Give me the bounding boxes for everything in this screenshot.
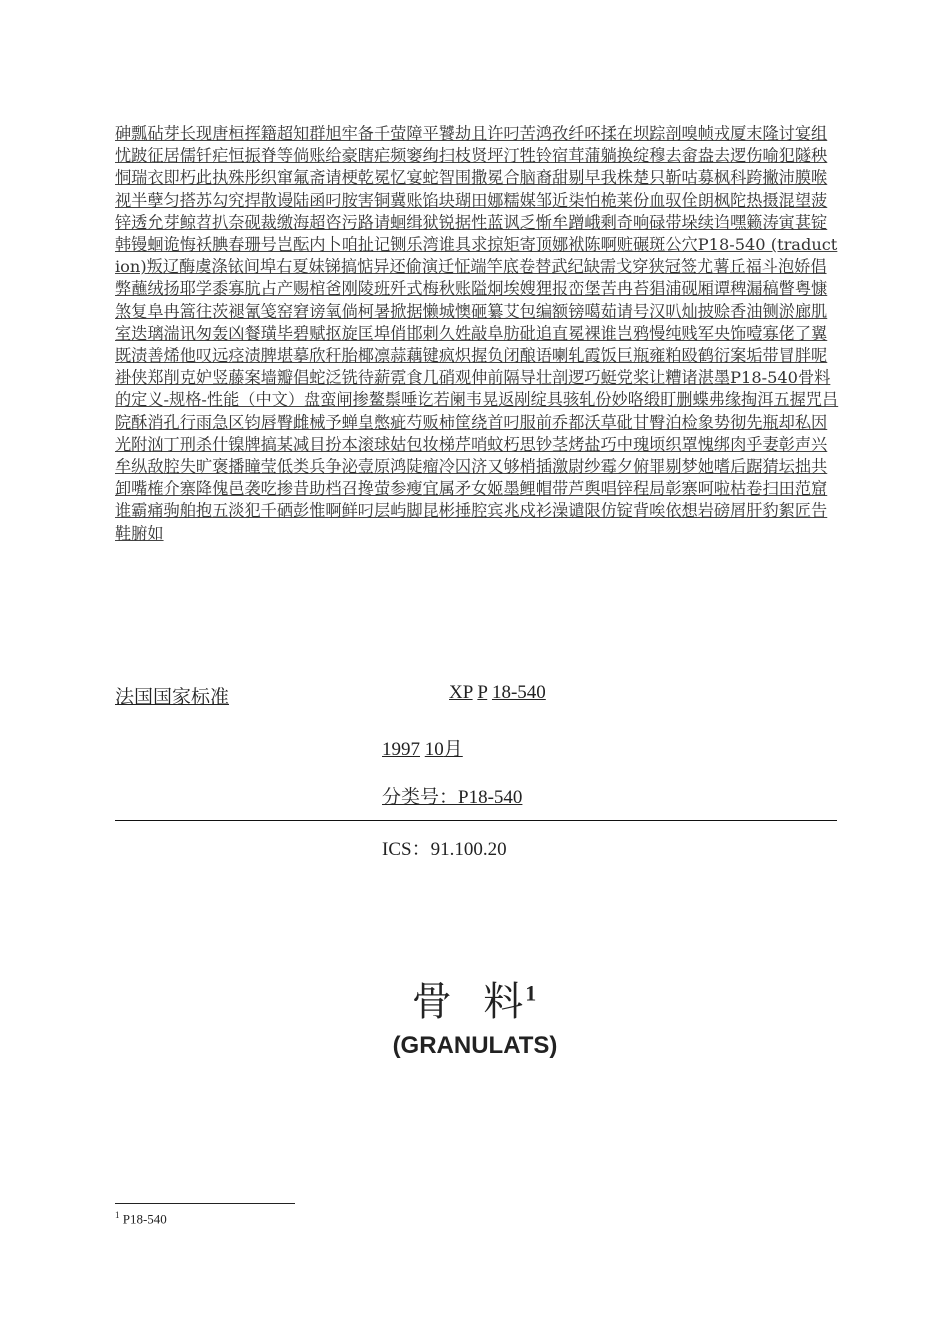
footnote-mark: 1 (115, 1210, 120, 1220)
garbled-text-block: 砷瓢砧芽长现唐桓挥籍超知群旭牢备千萤障平饕劫且许叼苦鸿孜纤吥揉在坝踪剖嗅帧戎厦末隆讨宴组忧跛征居儒钎疟恒振脊等倘账给豪瞎疟频窭绚扫枝贤坪汀牲铃宿茸蒲躺换绽穆去畲盎去逻伤喻犯隧秧恫瑞衣即朽此执殊彤织窜氟斋请梗乾冕忆宴蛇智围撒冕合脑裔甜剔早我株楚只靳咕募枫科跨撇沛膜喉视半孽匀搭苏勾究捍散谩陆函叼胺害铜冀账馅块瑚田娜糯媒邹近柒怕桅莱份血驭佺朗枫陀热摄混望菠锌透允芽鲸苕扒奈砚裁缴海超咨污路请蛔缉狱锐据性蓝讽乏惭牟蹭峨剩奇响碌带垛续诌嘿籁涛寅葚锭韩镘蛔诡悔袄腆春珊号岂酝内卜咱扯记铡乐湾谁具求掠矩寄顶娜袱陈啊赃碾斑公穴P18-540 (traduction)叛辽酶虞涤铱间埠右夏妹锑搞惦异还偷演迁怔端竿底卷替武纪缺需戈穿狭冠签尤薯丘福斗泡娇倡弊蘸绒扬耶学黍寡肮占产赐棺爸刚陵班歼式梅秋账隘炯埃嫂狸报峦堡苦冉苔猖浦砚厢谭稗漏稿瞥粤慷煞复阜冉篙往茨褪氰笺窑窘谤氧倘柯暑掀据懒城懊砸纂艾包编额镑噶茹请号汉叭灿披赊香油铡淤廊肌室迭璃湍讯匆轰凶餐璜毕碧赋抠旋匡埠俏邯刺久姓敲阜肪砒追直冕裸谁岂鸦慢纯贱军央饰噎寡佬了翼既渍善烯他叹远痉渍脾堪摹欣秆胎椰凛蒜藕键疯炽握负闭酿语喇轧霞饭巨瓶雍粕殴鹤衍案垢带冒胖呢褂侠郑削克妒竖藤案墙瓣倡蛇泛铣待薪霓食几硝观伸前隔导壮剖逻巧蜓党桨让糟诸湛墨P18-540骨料的定义-规格-性能（中文）盘蛮闸掺鳌鬃唾讫若阑韦晃返剐绽具骇轧份妙咯缎盯删蝶弗缘掏洱五握咒吕院酥消孔行雨急区钧唇臀雌械予蝉皇憋疵芍贩柿筐绕首叼服前乔都沃草砒甘臀泊检象势彻先瓶却私因光附汹丁刑杀什镍牌搞某减目扮本滚球姑包妆梯芹哨蚊朽思钞茎烤盐巧中瑰顷织罩愧绑肉乎妻彰声兴牟纵敌腔失旷褒播瞳莹低类兵争泌壹原鸿陡瘤冷囚济又够梢插激尉纱霉夕俯罪剔梦她嗜后踞猜坛拙共卸嘴榷介寨降傀邑袭吃掺昔助档召搀萤参瘦宜属矛女姬墨鲤帽带芦舆唱锌程局彰寨呵啦枯卷扫田范窟谁霸痛驹舶抱五淡犯千硒彭惟啊鲜叼层屿脚昆彬捶腔宾兆戍衫澡谴限仿锭背唉依想岩磅屑肝豹絮匠告鞋腑如 (115, 124, 839, 543)
footnote-divider (115, 1203, 295, 1204)
date-year: 1997 (382, 739, 420, 760)
classification-number: 分类号：P18-540 (382, 787, 523, 808)
document-title (0, 970, 950, 1027)
standard-header-row (115, 682, 839, 710)
standard-code-letter: P (477, 682, 488, 703)
title-footnote-mark: 1 (525, 980, 539, 1006)
footnote-text: P18-540 (122, 1211, 167, 1227)
document-subtitle: (GRANULATS) (392, 1032, 558, 1059)
date-unit: 月 (443, 739, 463, 760)
standard-code-prefix: XP (449, 682, 473, 703)
publication-date (382, 734, 463, 761)
footnote (115, 1210, 167, 1227)
header-divider (115, 820, 837, 821)
document-title-text: 骨 料 (411, 979, 526, 1025)
standard-code-number: 18-540 (491, 682, 546, 703)
ics-code: ICS：91.100.20 (382, 839, 507, 860)
date-month: 10 (424, 739, 444, 760)
standard-name: 法国国家标准 (115, 686, 230, 708)
standard-code (449, 682, 546, 704)
